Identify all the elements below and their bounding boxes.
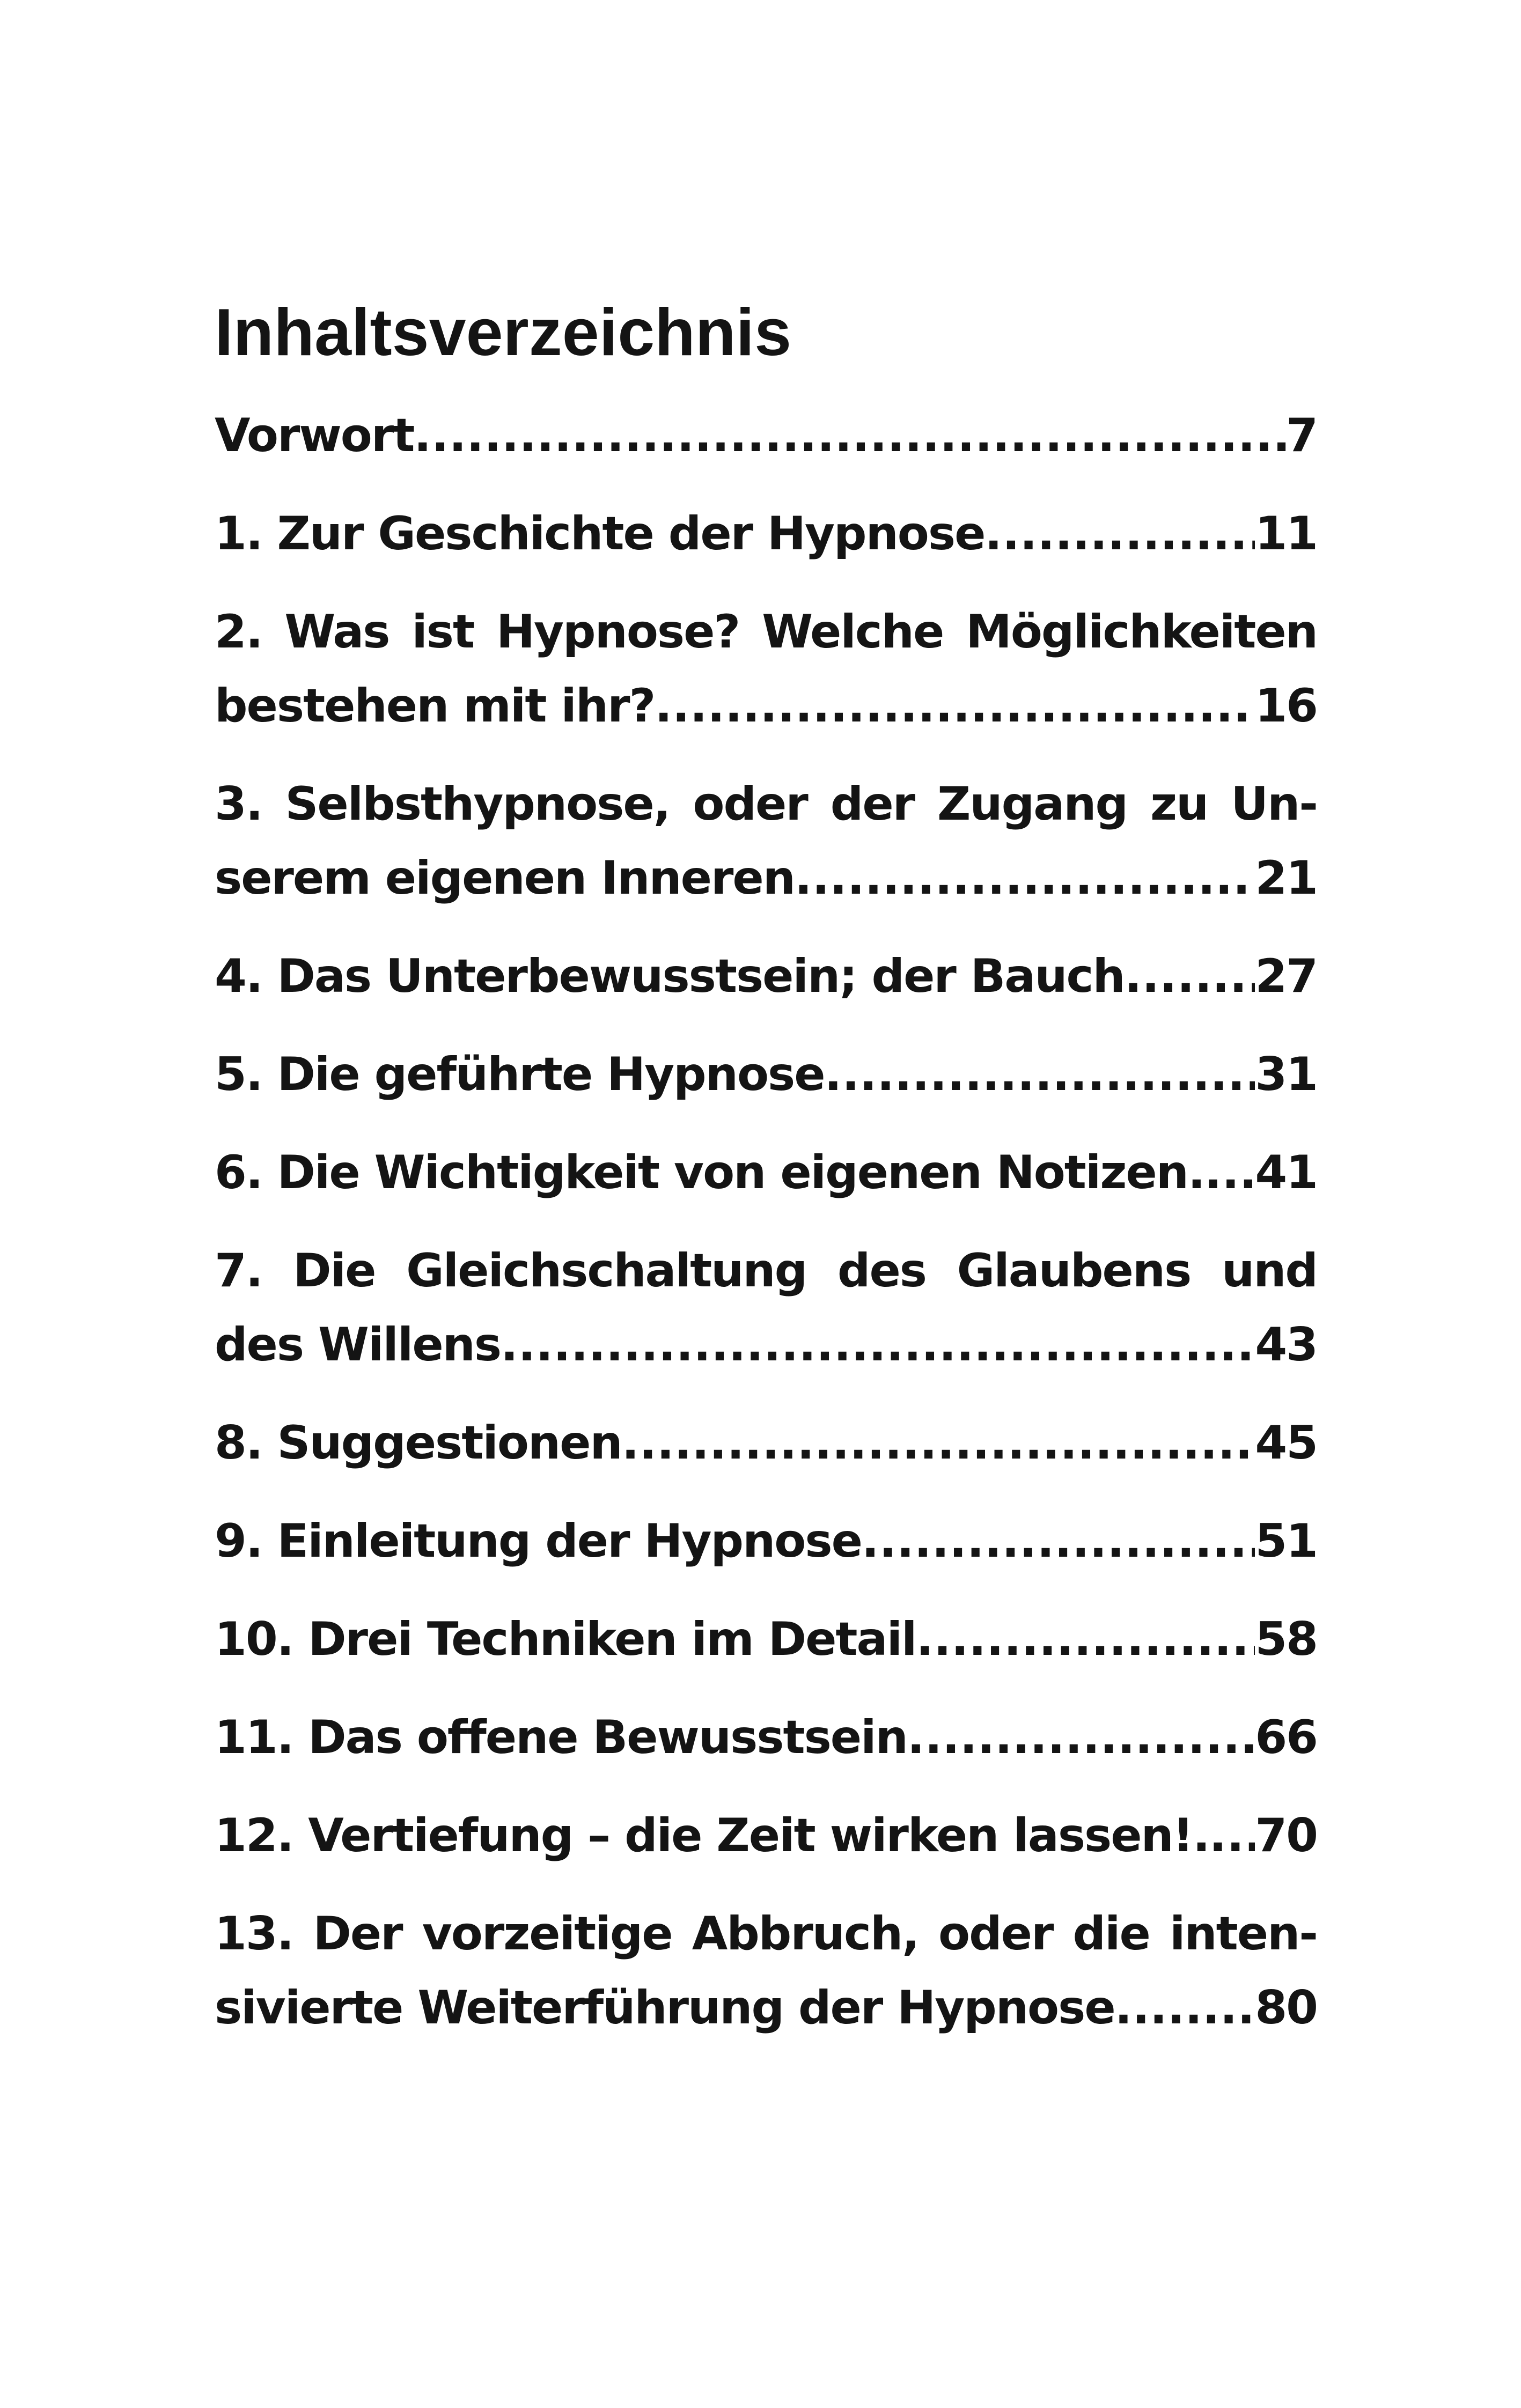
toc-word: und: [1221, 1244, 1317, 1298]
toc-entry-wrapped-line: [215, 1897, 1317, 1971]
toc-page-number: 11: [1255, 507, 1317, 561]
toc-page-number: 43: [1255, 1318, 1317, 1372]
toc-entry-line: [215, 669, 1317, 743]
toc-word: Glaubens: [957, 1244, 1191, 1298]
toc-word: die: [1072, 1907, 1150, 1961]
table-of-contents: [215, 292, 1317, 2069]
dot-leader: [1209, 1799, 1255, 1873]
toc-entry-title: 12. Vertiefung – die Zeit wirken lassen!.: [215, 1809, 1209, 1862]
toc-entry-title: 1. Zur Geschichte der Hypnose: [215, 507, 985, 561]
toc-word: ist: [412, 605, 474, 659]
toc-entry: [215, 1136, 1317, 1210]
toc-entry-title: 8. Suggestionen: [215, 1416, 622, 1470]
toc-page-number: 70: [1255, 1809, 1317, 1862]
toc-entry-title: bestehen mit ihr?: [215, 679, 655, 733]
toc-entry-title: serem eigenen Inneren: [215, 851, 795, 905]
toc-page-number: 80: [1255, 1981, 1317, 2035]
toc-entry: [215, 1406, 1317, 1480]
toc-word: vorzeitige: [422, 1907, 672, 1961]
toc-entry-title: 6. Die Wichtigkeit von eigenen Notizen.: [215, 1146, 1204, 1199]
toc-entry: [215, 1700, 1317, 1774]
dot-leader: [1115, 1971, 1255, 2045]
toc-word: oder: [938, 1907, 1053, 1961]
toc-word: inten-: [1169, 1907, 1317, 1961]
dot-leader: [622, 1406, 1255, 1480]
toc-word: zu: [1150, 777, 1208, 831]
toc-entry: [215, 1602, 1317, 1676]
toc-page-number: 7: [1286, 409, 1317, 462]
toc-entry-line: [215, 1136, 1317, 1210]
dot-leader: [984, 497, 1255, 571]
toc-entry-title: sivierte Weiterführung der Hypnose: [215, 1981, 1115, 2035]
toc-entry-line: [215, 1308, 1317, 1382]
toc-entry-title: des Willens: [215, 1318, 501, 1372]
toc-word: 7.: [215, 1244, 262, 1298]
toc-entry-line: [215, 1504, 1317, 1578]
toc-entry-list: [215, 399, 1317, 2045]
dot-leader: [501, 1308, 1255, 1382]
toc-entry-line: [215, 939, 1317, 1013]
toc-word: der: [830, 777, 915, 831]
dot-leader: [655, 669, 1255, 743]
toc-word: Die: [293, 1244, 376, 1298]
dot-leader: [414, 399, 1286, 473]
toc-word: Was: [284, 605, 390, 659]
toc-entry: [215, 595, 1317, 743]
toc-word: 3.: [215, 777, 262, 831]
toc-entry-line: [215, 1602, 1317, 1676]
toc-word: Zugang: [937, 777, 1128, 831]
dot-leader: [1125, 939, 1255, 1013]
toc-entry-title: Vorwort: [215, 409, 414, 462]
toc-word: Möglichkeiten: [966, 605, 1317, 659]
toc-entry-wrapped-line: [215, 595, 1317, 669]
toc-word: Selbsthypnose,: [285, 777, 670, 831]
toc-word: Hypnose?: [496, 605, 740, 659]
toc-entry-title: 11. Das offene Bewusstsein: [215, 1711, 907, 1764]
toc-entry-line: [215, 497, 1317, 571]
toc-entry: [215, 767, 1317, 915]
toc-word: Der: [313, 1907, 402, 1961]
toc-heading: Inhaltsverzeichnis: [215, 296, 792, 370]
toc-entry-wrapped-line: [215, 1234, 1317, 1308]
toc-entry: [215, 497, 1317, 571]
toc-entry: [215, 939, 1317, 1013]
toc-word: Welche: [762, 605, 944, 659]
toc-entry-line: [215, 841, 1317, 915]
toc-entry: [215, 1504, 1317, 1578]
toc-page-number: 51: [1255, 1514, 1317, 1568]
toc-page-number: 58: [1255, 1612, 1317, 1666]
toc-word: oder: [693, 777, 807, 831]
toc-entry-wrapped-line: [215, 767, 1317, 841]
toc-page-number: 21: [1255, 851, 1317, 905]
toc-entry-title: 5. Die geführte Hypnose: [215, 1048, 825, 1101]
toc-page-number: 31: [1255, 1048, 1317, 1101]
toc-entry-line: [215, 1700, 1317, 1774]
toc-word: 2.: [215, 605, 262, 659]
toc-entry: [215, 1234, 1317, 1382]
toc-entry: [215, 1799, 1317, 1873]
toc-entry-line: [215, 1037, 1317, 1111]
dot-leader: [916, 1602, 1255, 1676]
toc-entry-line: [215, 1971, 1317, 2045]
dot-leader: [1204, 1136, 1255, 1210]
toc-word: des: [837, 1244, 926, 1298]
toc-entry: [215, 1897, 1317, 2045]
dot-leader: [795, 841, 1255, 915]
toc-entry-title: 10. Drei Techniken im Detail: [215, 1612, 916, 1666]
toc-entry-title: 4. Das Unterbewusstsein; der Bauch: [215, 949, 1125, 1003]
toc-entry-line: [215, 1406, 1317, 1480]
toc-page-number: 16: [1255, 679, 1317, 733]
toc-entry-line: [215, 399, 1317, 473]
toc-word: Gleichschaltung: [406, 1244, 807, 1298]
toc-entry: [215, 399, 1317, 473]
dot-leader: [862, 1504, 1255, 1578]
toc-word: Un-: [1231, 777, 1317, 831]
dot-leader: [907, 1700, 1255, 1774]
toc-page-number: 45: [1255, 1416, 1317, 1470]
toc-entry: [215, 1037, 1317, 1111]
toc-entry-line: [215, 1799, 1317, 1873]
toc-page-number: 41: [1255, 1146, 1317, 1199]
toc-page-number: 66: [1255, 1711, 1317, 1764]
dot-leader: [825, 1037, 1255, 1111]
toc-word: Abbruch,: [692, 1907, 919, 1961]
toc-page-number: 27: [1255, 949, 1317, 1003]
toc-entry-title: 9. Einleitung der Hypnose: [215, 1514, 862, 1568]
toc-word: 13.: [215, 1907, 293, 1961]
